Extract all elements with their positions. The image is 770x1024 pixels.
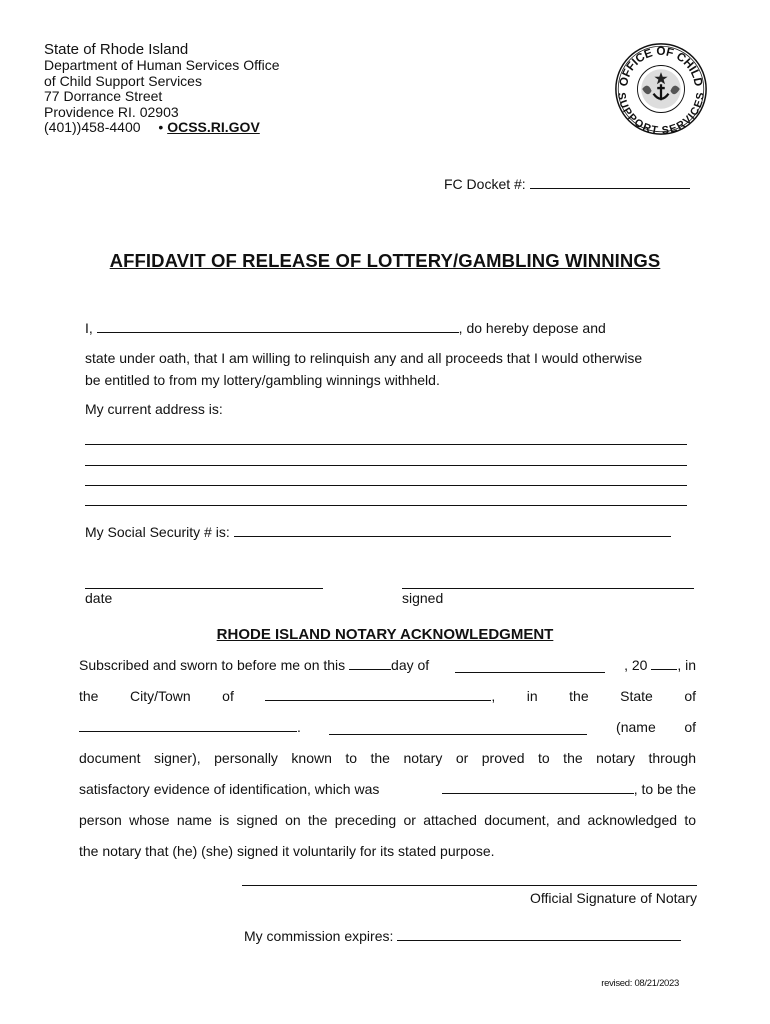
comma-text: , [491,688,496,704]
month-input[interactable] [455,657,605,673]
the-text: the [79,688,99,704]
year-input[interactable] [651,669,677,670]
of-3-text: of [684,719,696,735]
name-line [85,320,606,336]
date-label: date [85,590,113,606]
agency-header [44,41,280,136]
of-2-text: of [684,688,696,704]
docket-label: FC Docket #: [444,176,526,192]
notary-line-5 [79,781,696,797]
state-input[interactable] [79,731,297,732]
address-label: My current address is: [85,401,223,417]
contact-line [44,120,280,136]
address-line-3[interactable] [85,485,687,486]
commission-field [244,928,681,944]
seal-center-emblem [641,69,680,108]
ssn-field [85,524,671,540]
notary-line-6: person whose name is signed on the preceding or attached document, and acknowledged to [79,812,696,828]
ssn-label: My Social Security # is: [85,524,230,540]
city-town-text: City/Town [129,688,191,704]
day-of-text: day of [391,657,430,673]
comma-in-text: , in [677,657,696,673]
notary-line-7: the notary that (he) (she) signed it voluntarily for its stated purpose. [79,843,495,859]
subscribed-text: Subscribed and sworn to before me on this [79,657,346,673]
i-label: I, [85,320,93,336]
day-input[interactable] [349,669,391,670]
state-text: State [620,688,653,704]
phone-number: (401))458-4400 [44,119,141,135]
the-2-text: the [569,688,589,704]
docket-input[interactable] [530,188,690,189]
signed-label: signed [402,590,444,606]
website-link[interactable]: OCSS.RI.GOV [167,119,260,135]
docket-field [444,176,690,192]
address-line-4[interactable] [85,505,687,506]
seal-text-top: OFFICE OF CHILD [617,45,705,88]
document-signer-input[interactable] [329,719,587,735]
oath-line-1: state under oath, that I am willing to relinquish any and all proceeds that I would otherwise [85,350,643,366]
in-text: in [526,688,538,704]
city-town-input[interactable] [265,700,491,701]
address-line-1[interactable] [85,444,687,445]
ssn-input[interactable] [234,536,671,537]
period-text: . [297,719,301,735]
notary-signature-line[interactable] [242,885,697,886]
notary-line-4: document signer), personally known to the notary or proved to the notary through [79,750,696,766]
affiant-name-input[interactable] [97,332,459,333]
name-paren-text: (name [616,719,656,735]
address-line-2[interactable] [85,465,687,466]
date-line[interactable] [85,588,323,589]
notary-line-1 [79,657,696,673]
commission-input[interactable] [397,940,681,941]
notary-signature-label: Official Signature of Notary [529,890,697,906]
state-name: State of Rhode Island [44,41,189,58]
revision-date: revised: 08/21/2023 [601,978,679,989]
commission-label: My commission expires: [244,928,394,944]
department-name: Department of Human Services Office [44,57,280,73]
notary-line-2 [79,688,696,704]
page-title: AFFIDAVIT OF RELEASE OF LOTTERY/GAMBLING WINNINGS [109,250,661,271]
office-name: of Child Support Services [44,72,202,89]
signature-line[interactable] [402,588,694,589]
oath-line-2: be entitled to from my lottery/gambling winnings withheld. [85,372,440,388]
bullet: • [158,119,164,135]
notary-title: RHODE ISLAND NOTARY ACKNOWLEDGMENT [216,626,554,643]
depose-text: , do hereby depose and [458,320,606,336]
to-be-the-text: , to be the [633,781,696,797]
of-text: of [222,688,234,704]
comma-20-text: , 20 [624,657,648,673]
ocss-seal-icon [614,42,708,136]
identification-input[interactable] [442,793,634,794]
evidence-text: satisfactory evidence of identification, which was [79,781,380,797]
city-address: Providence RI. 02903 [44,103,179,120]
street-address: 77 Dorrance Street [44,88,163,104]
notary-line-3 [79,719,696,735]
seal-text-bottom: SUPPORT SERVICES [615,91,707,136]
